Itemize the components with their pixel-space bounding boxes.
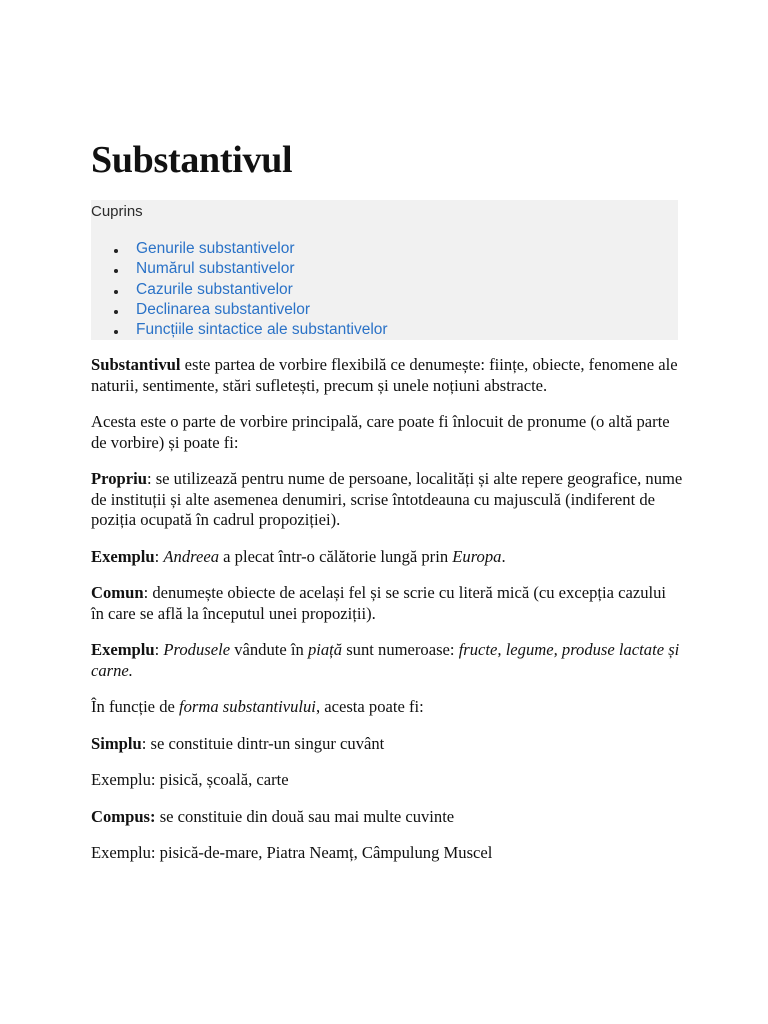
paragraph-text: este partea de vorbire flexibilă ce denumește: ființe, obiecte, fenomene ale naturii, sentimente, stări sufletești, precum și unele noțiuni abstracte.	[91, 355, 678, 395]
paragraph-text: : se constituie dintr-un singur cuvânt	[141, 733, 385, 753]
table-of-contents	[91, 200, 678, 340]
paragraph-text: vândute în	[230, 640, 308, 659]
bullet-icon	[114, 249, 118, 253]
toc-heading: Cuprins	[91, 203, 143, 220]
term-substantivul: Substantivul	[91, 355, 181, 374]
paragraph-example-comun	[91, 640, 683, 681]
toc-link-genurile[interactable]: Genurile substantivelor	[136, 240, 295, 257]
paragraph-example-compus: Exemplu: pisică-de-mare, Piatra Neamț, Câmpulung Muscel	[91, 843, 493, 862]
page-title: Substantivul	[91, 139, 293, 181]
paragraph-comun	[91, 583, 683, 624]
toc-link-numarul[interactable]: Numărul substantivelor	[136, 260, 295, 278]
example-word: fructe, legume, produse lactate și carne.	[91, 640, 680, 680]
term-comun: Comun	[91, 583, 144, 602]
toc-link-functiile[interactable]: Funcțiile sintactice ale substantivelor	[136, 321, 388, 339]
paragraph-propriu	[91, 469, 683, 531]
paragraph-text: : denumește obiecte de același fel și se scrie cu literă mică (cu excepția cazului în care se află la începutul unei propoziții).	[91, 583, 667, 623]
bullet-icon	[114, 310, 118, 314]
toc-item	[91, 280, 388, 300]
term-exemplu: Exemplu	[91, 640, 155, 659]
paragraph-intro: Acesta este o parte de vorbire principală, care poate fi înlocuit de pronume (o altă parte de vorbire) și poate fi:	[91, 412, 670, 452]
paragraph-simplu	[91, 734, 683, 755]
term-simplu: Simplu	[91, 733, 142, 753]
toc-item	[91, 320, 388, 340]
toc-link-cazurile[interactable]: Cazurile substantivelor	[136, 280, 293, 298]
paragraph-text: În funcție de	[91, 697, 180, 716]
bullet-icon	[114, 269, 118, 273]
paragraph-text: a plecat într-o călătorie lungă prin	[219, 546, 453, 566]
article-body	[91, 355, 683, 880]
paragraph-text: .	[501, 546, 506, 566]
paragraph-text: : se utilizează pentru nume de persoane, localități și alte repere geografice, nume de instituții și alte asemenea denumiri, scrise întotdeauna cu majusculă (indiferent de poziția ocupată în cadrul propoziției).	[91, 469, 683, 529]
paragraph-forma	[91, 697, 683, 718]
paragraph-compus	[91, 807, 683, 828]
term-compus: Compus:	[91, 806, 156, 826]
bullet-icon	[114, 290, 118, 294]
separator-text: :	[154, 640, 164, 659]
example-word: piață	[307, 640, 343, 659]
paragraph-example-propriu	[91, 547, 683, 568]
term-propriu: Propriu	[91, 469, 147, 488]
paragraph-text: sunt numeroase:	[342, 640, 459, 659]
separator-text: :	[154, 546, 164, 566]
paragraph-example-simplu: Exemplu: pisică, școală, carte	[91, 770, 289, 789]
example-word: Europa	[452, 546, 502, 566]
paragraph-text: , acesta poate fi:	[315, 697, 424, 716]
example-word: Produsele	[163, 640, 231, 659]
toc-item	[91, 239, 388, 259]
toc-item	[91, 300, 388, 320]
toc-list	[91, 239, 388, 340]
emphasis-text: forma substantivului	[179, 697, 316, 716]
paragraph-text: se constituie din două sau mai multe cuvinte	[155, 806, 455, 826]
example-word: Andreea	[163, 546, 219, 566]
toc-item	[91, 259, 388, 279]
toc-link-declinarea[interactable]: Declinarea substantivelor	[136, 300, 311, 318]
bullet-icon	[114, 330, 118, 334]
paragraph-definition	[91, 355, 683, 396]
term-exemplu: Exemplu	[91, 546, 155, 566]
